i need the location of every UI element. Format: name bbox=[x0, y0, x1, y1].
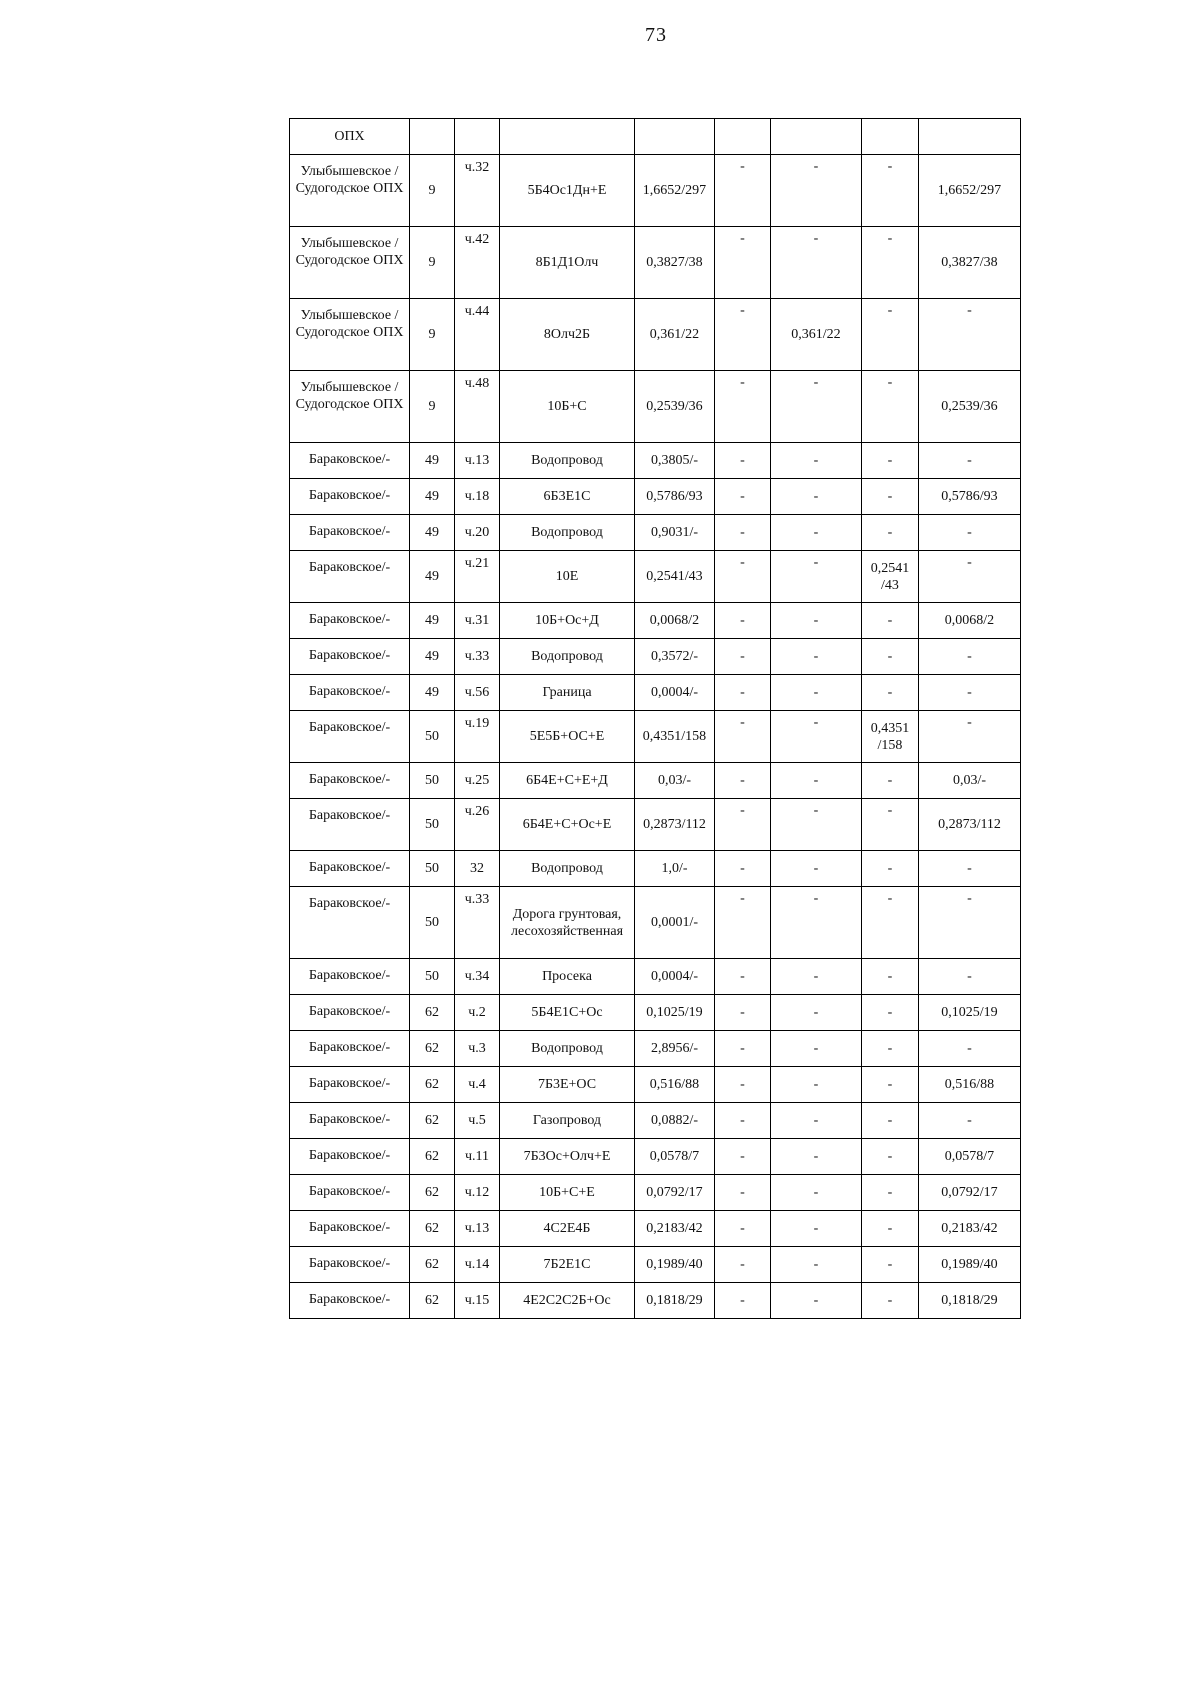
cell-composition: 8Б1Д1Олч bbox=[500, 227, 635, 299]
cell-col6: - bbox=[715, 1031, 771, 1067]
cell-area: 0,1989/40 bbox=[635, 1247, 715, 1283]
cell-area: 0,0068/2 bbox=[635, 603, 715, 639]
cell-composition: 5Б4Ос1Дн+Е bbox=[500, 155, 635, 227]
cell-district: Бараковское/- bbox=[290, 1211, 410, 1247]
cell-col6: - bbox=[715, 603, 771, 639]
cell-col9: 0,2183/42 bbox=[919, 1211, 1021, 1247]
cell-quarter: 49 bbox=[410, 639, 455, 675]
cell-col7: - bbox=[771, 1175, 862, 1211]
cell-col8: 0,2541 /43 bbox=[862, 551, 919, 603]
cell-col6: - bbox=[715, 1283, 771, 1319]
table-row bbox=[290, 799, 1021, 851]
cell-composition: Просека bbox=[500, 959, 635, 995]
cell-section: ч.18 bbox=[455, 479, 500, 515]
cell-district: Бараковское/- bbox=[290, 1175, 410, 1211]
cell-col8: - bbox=[862, 851, 919, 887]
cell-area: 0,361/22 bbox=[635, 299, 715, 371]
cell-section: ч.21 bbox=[455, 551, 500, 603]
cell-col8: - bbox=[862, 1067, 919, 1103]
cell-col9: - bbox=[919, 515, 1021, 551]
table-row bbox=[290, 1139, 1021, 1175]
cell-district: Бараковское/- bbox=[290, 851, 410, 887]
cell-quarter: 62 bbox=[410, 1283, 455, 1319]
cell-district: Бараковское/- bbox=[290, 1067, 410, 1103]
cell-section: ч.26 bbox=[455, 799, 500, 851]
cell-quarter: 9 bbox=[410, 371, 455, 443]
table-row bbox=[290, 1175, 1021, 1211]
cell-col6: - bbox=[715, 799, 771, 851]
cell-section: ч.56 bbox=[455, 675, 500, 711]
cell-col8: - bbox=[862, 603, 919, 639]
cell-col7 bbox=[771, 119, 862, 155]
table-row bbox=[290, 1031, 1021, 1067]
cell-quarter: 50 bbox=[410, 851, 455, 887]
cell-composition: 10Б+С bbox=[500, 371, 635, 443]
table-row bbox=[290, 155, 1021, 227]
cell-quarter: 49 bbox=[410, 479, 455, 515]
cell-composition: 8Олч2Б bbox=[500, 299, 635, 371]
cell-col9: - bbox=[919, 299, 1021, 371]
cell-col9: - bbox=[919, 639, 1021, 675]
cell-composition: 10Е bbox=[500, 551, 635, 603]
cell-col7: - bbox=[771, 1067, 862, 1103]
cell-col6: - bbox=[715, 551, 771, 603]
cell-col7: - bbox=[771, 479, 862, 515]
cell-section: ч.14 bbox=[455, 1247, 500, 1283]
cell-col7: - bbox=[771, 711, 862, 763]
cell-section: ч.31 bbox=[455, 603, 500, 639]
table-row bbox=[290, 1067, 1021, 1103]
cell-col9: - bbox=[919, 851, 1021, 887]
cell-col7: - bbox=[771, 443, 862, 479]
cell-col6: - bbox=[715, 1103, 771, 1139]
cell-area: 0,5786/93 bbox=[635, 479, 715, 515]
cell-area: 0,9031/- bbox=[635, 515, 715, 551]
cell-col7: - bbox=[771, 371, 862, 443]
cell-col6: - bbox=[715, 299, 771, 371]
cell-district: Бараковское/- bbox=[290, 1103, 410, 1139]
cell-col7: - bbox=[771, 995, 862, 1031]
cell-quarter bbox=[410, 119, 455, 155]
table-row bbox=[290, 887, 1021, 959]
cell-quarter: 49 bbox=[410, 443, 455, 479]
cell-area: 0,2541/43 bbox=[635, 551, 715, 603]
table-row bbox=[290, 995, 1021, 1031]
cell-section: ч.25 bbox=[455, 763, 500, 799]
cell-section: ч.13 bbox=[455, 1211, 500, 1247]
cell-col6: - bbox=[715, 639, 771, 675]
cell-col7: - bbox=[771, 1211, 862, 1247]
cell-col6: - bbox=[715, 851, 771, 887]
cell-district: Бараковское/- bbox=[290, 711, 410, 763]
cell-district: Бараковское/- bbox=[290, 443, 410, 479]
cell-area: 0,3805/- bbox=[635, 443, 715, 479]
cell-col9: 0,1025/19 bbox=[919, 995, 1021, 1031]
cell-section: ч.42 bbox=[455, 227, 500, 299]
cell-quarter: 49 bbox=[410, 675, 455, 711]
cell-area: 0,03/- bbox=[635, 763, 715, 799]
cell-col7: - bbox=[771, 675, 862, 711]
cell-district: Бараковское/- bbox=[290, 887, 410, 959]
cell-composition: 7Б2Е1С bbox=[500, 1247, 635, 1283]
cell-col9: - bbox=[919, 443, 1021, 479]
cell-col7: - bbox=[771, 763, 862, 799]
cell-col9 bbox=[919, 119, 1021, 155]
cell-district: Бараковское/- bbox=[290, 1139, 410, 1175]
cell-district: Бараковское/- bbox=[290, 995, 410, 1031]
cell-district: Бараковское/- bbox=[290, 959, 410, 995]
cell-col8: - bbox=[862, 299, 919, 371]
cell-col7: - bbox=[771, 1139, 862, 1175]
cell-col8: - bbox=[862, 639, 919, 675]
cell-section: ч.11 bbox=[455, 1139, 500, 1175]
cell-quarter: 9 bbox=[410, 227, 455, 299]
cell-area: 0,1818/29 bbox=[635, 1283, 715, 1319]
table-row bbox=[290, 479, 1021, 515]
cell-section: ч.4 bbox=[455, 1067, 500, 1103]
cell-area: 0,2539/36 bbox=[635, 371, 715, 443]
cell-area bbox=[635, 119, 715, 155]
table-row bbox=[290, 227, 1021, 299]
cell-section: ч.15 bbox=[455, 1283, 500, 1319]
cell-quarter: 50 bbox=[410, 887, 455, 959]
table-row bbox=[290, 443, 1021, 479]
cell-section: ч.33 bbox=[455, 887, 500, 959]
cell-col9: - bbox=[919, 1031, 1021, 1067]
cell-section: ч.13 bbox=[455, 443, 500, 479]
cell-col6: - bbox=[715, 479, 771, 515]
cell-col7: 0,361/22 bbox=[771, 299, 862, 371]
cell-composition: 5Е5Б+ОС+Е bbox=[500, 711, 635, 763]
cell-composition: 6Б4Е+С+Ос+Е bbox=[500, 799, 635, 851]
cell-district: Улыбышевское /Судогодское ОПХ bbox=[290, 371, 410, 443]
cell-composition: 4Е2С2С2Б+Ос bbox=[500, 1283, 635, 1319]
cell-section: 32 bbox=[455, 851, 500, 887]
cell-quarter: 62 bbox=[410, 1175, 455, 1211]
cell-section: ч.32 bbox=[455, 155, 500, 227]
cell-section: ч.34 bbox=[455, 959, 500, 995]
cell-section: ч.44 bbox=[455, 299, 500, 371]
cell-area: 2,8956/- bbox=[635, 1031, 715, 1067]
cell-composition: 7Б3Ос+Олч+Е bbox=[500, 1139, 635, 1175]
cell-col8: - bbox=[862, 887, 919, 959]
cell-quarter: 62 bbox=[410, 1139, 455, 1175]
cell-col9: 0,0792/17 bbox=[919, 1175, 1021, 1211]
cell-section: ч.3 bbox=[455, 1031, 500, 1067]
cell-col6: - bbox=[715, 959, 771, 995]
cell-composition: Водопровод bbox=[500, 515, 635, 551]
table-row bbox=[290, 639, 1021, 675]
cell-col7: - bbox=[771, 1031, 862, 1067]
cell-col9: - bbox=[919, 959, 1021, 995]
cell-composition: 4С2Е4Б bbox=[500, 1211, 635, 1247]
table-row bbox=[290, 711, 1021, 763]
cell-composition: Водопровод bbox=[500, 851, 635, 887]
cell-col8: - bbox=[862, 1103, 919, 1139]
cell-col8: - bbox=[862, 995, 919, 1031]
cell-section: ч.12 bbox=[455, 1175, 500, 1211]
cell-composition: Водопровод bbox=[500, 639, 635, 675]
cell-col7: - bbox=[771, 799, 862, 851]
cell-col7: - bbox=[771, 603, 862, 639]
cell-col8: - bbox=[862, 371, 919, 443]
cell-col8: - bbox=[862, 443, 919, 479]
cell-col9: 0,3827/38 bbox=[919, 227, 1021, 299]
cell-col7: - bbox=[771, 887, 862, 959]
cell-area: 0,516/88 bbox=[635, 1067, 715, 1103]
cell-col9: 0,2539/36 bbox=[919, 371, 1021, 443]
cell-quarter: 50 bbox=[410, 959, 455, 995]
page-number: 73 bbox=[645, 24, 667, 46]
cell-col9: - bbox=[919, 887, 1021, 959]
table-row bbox=[290, 959, 1021, 995]
cell-col6: - bbox=[715, 515, 771, 551]
cell-quarter: 62 bbox=[410, 1211, 455, 1247]
table-row bbox=[290, 1211, 1021, 1247]
land-plots-table bbox=[289, 118, 1021, 1319]
cell-section bbox=[455, 119, 500, 155]
cell-col7: - bbox=[771, 851, 862, 887]
cell-col6 bbox=[715, 119, 771, 155]
cell-section: ч.19 bbox=[455, 711, 500, 763]
cell-col6: - bbox=[715, 711, 771, 763]
table-row bbox=[290, 1283, 1021, 1319]
cell-col7: - bbox=[771, 227, 862, 299]
cell-col7: - bbox=[771, 959, 862, 995]
cell-quarter: 49 bbox=[410, 515, 455, 551]
cell-district: Бараковское/- bbox=[290, 1247, 410, 1283]
cell-area: 1,6652/297 bbox=[635, 155, 715, 227]
cell-composition: Водопровод bbox=[500, 443, 635, 479]
cell-composition: 10Б+Ос+Д bbox=[500, 603, 635, 639]
cell-quarter: 62 bbox=[410, 1031, 455, 1067]
cell-district: Улыбышевское /Судогодское ОПХ bbox=[290, 227, 410, 299]
cell-district: Бараковское/- bbox=[290, 551, 410, 603]
cell-district: Бараковское/- bbox=[290, 1283, 410, 1319]
cell-section: ч.48 bbox=[455, 371, 500, 443]
cell-area: 0,4351/158 bbox=[635, 711, 715, 763]
table-row bbox=[290, 1103, 1021, 1139]
cell-area: 0,0882/- bbox=[635, 1103, 715, 1139]
cell-composition bbox=[500, 119, 635, 155]
cell-col8: - bbox=[862, 799, 919, 851]
cell-quarter: 9 bbox=[410, 299, 455, 371]
cell-district: Улыбышевское /Судогодское ОПХ bbox=[290, 155, 410, 227]
table-row bbox=[290, 299, 1021, 371]
cell-col8: - bbox=[862, 675, 919, 711]
cell-col7: - bbox=[771, 639, 862, 675]
cell-area: 0,0004/- bbox=[635, 675, 715, 711]
table-body bbox=[290, 119, 1021, 1319]
cell-col8: - bbox=[862, 763, 919, 799]
cell-composition: Дорога грунтовая, лесохозяйственная bbox=[500, 887, 635, 959]
cell-col7: - bbox=[771, 1283, 862, 1319]
cell-district: Бараковское/- bbox=[290, 675, 410, 711]
cell-district: Бараковское/- bbox=[290, 603, 410, 639]
cell-col6: - bbox=[715, 1067, 771, 1103]
cell-col9: - bbox=[919, 711, 1021, 763]
cell-composition: 5Б4Е1С+Ос bbox=[500, 995, 635, 1031]
cell-district: Бараковское/- bbox=[290, 1031, 410, 1067]
cell-district: Бараковское/- bbox=[290, 639, 410, 675]
cell-composition: Граница bbox=[500, 675, 635, 711]
cell-quarter: 50 bbox=[410, 711, 455, 763]
cell-col8: - bbox=[862, 155, 919, 227]
cell-col6: - bbox=[715, 443, 771, 479]
cell-col9: 0,2873/112 bbox=[919, 799, 1021, 851]
cell-section: ч.5 bbox=[455, 1103, 500, 1139]
cell-composition: 7Б3Е+ОС bbox=[500, 1067, 635, 1103]
cell-col8: - bbox=[862, 1247, 919, 1283]
cell-area: 1,0/- bbox=[635, 851, 715, 887]
cell-section: ч.20 bbox=[455, 515, 500, 551]
cell-composition: Газопровод bbox=[500, 1103, 635, 1139]
cell-section: ч.33 bbox=[455, 639, 500, 675]
cell-area: 0,0001/- bbox=[635, 887, 715, 959]
table-row bbox=[290, 119, 1021, 155]
table-row bbox=[290, 371, 1021, 443]
cell-col8: - bbox=[862, 515, 919, 551]
cell-quarter: 9 bbox=[410, 155, 455, 227]
cell-quarter: 50 bbox=[410, 799, 455, 851]
cell-composition: 6Б4Е+С+Е+Д bbox=[500, 763, 635, 799]
table-row bbox=[290, 603, 1021, 639]
cell-col8: - bbox=[862, 1139, 919, 1175]
cell-col7: - bbox=[771, 1247, 862, 1283]
cell-col6: - bbox=[715, 371, 771, 443]
cell-col8: - bbox=[862, 1283, 919, 1319]
cell-col6: - bbox=[715, 1175, 771, 1211]
cell-col8: 0,4351 /158 bbox=[862, 711, 919, 763]
cell-area: 0,3827/38 bbox=[635, 227, 715, 299]
cell-col9: 0,516/88 bbox=[919, 1067, 1021, 1103]
cell-col8: - bbox=[862, 959, 919, 995]
cell-quarter: 50 bbox=[410, 763, 455, 799]
table-row bbox=[290, 1247, 1021, 1283]
cell-col9: 0,5786/93 bbox=[919, 479, 1021, 515]
cell-col7: - bbox=[771, 515, 862, 551]
cell-col8: - bbox=[862, 1031, 919, 1067]
cell-col6: - bbox=[715, 763, 771, 799]
cell-col9: 0,0578/7 bbox=[919, 1139, 1021, 1175]
cell-quarter: 49 bbox=[410, 603, 455, 639]
cell-col9: - bbox=[919, 551, 1021, 603]
cell-col9: 0,1989/40 bbox=[919, 1247, 1021, 1283]
cell-area: 0,0578/7 bbox=[635, 1139, 715, 1175]
cell-col9: - bbox=[919, 1103, 1021, 1139]
cell-col7: - bbox=[771, 551, 862, 603]
cell-col6: - bbox=[715, 887, 771, 959]
cell-area: 0,3572/- bbox=[635, 639, 715, 675]
cell-composition: 6Б3Е1С bbox=[500, 479, 635, 515]
cell-composition: 10Б+С+Е bbox=[500, 1175, 635, 1211]
cell-district: Бараковское/- bbox=[290, 763, 410, 799]
cell-quarter: 62 bbox=[410, 1103, 455, 1139]
cell-col8: - bbox=[862, 1211, 919, 1247]
cell-col9: 0,03/- bbox=[919, 763, 1021, 799]
cell-district: Бараковское/- bbox=[290, 479, 410, 515]
cell-composition: Водопровод bbox=[500, 1031, 635, 1067]
cell-area: 0,1025/19 bbox=[635, 995, 715, 1031]
cell-col7: - bbox=[771, 155, 862, 227]
cell-col6: - bbox=[715, 675, 771, 711]
cell-col9: 1,6652/297 bbox=[919, 155, 1021, 227]
cell-col6: - bbox=[715, 227, 771, 299]
table-row bbox=[290, 763, 1021, 799]
table-row bbox=[290, 675, 1021, 711]
cell-col8 bbox=[862, 119, 919, 155]
cell-quarter: 49 bbox=[410, 551, 455, 603]
cell-col8: - bbox=[862, 1175, 919, 1211]
cell-area: 0,0792/17 bbox=[635, 1175, 715, 1211]
table-row bbox=[290, 515, 1021, 551]
cell-col9: - bbox=[919, 675, 1021, 711]
cell-quarter: 62 bbox=[410, 995, 455, 1031]
table-row bbox=[290, 851, 1021, 887]
cell-col9: 0,0068/2 bbox=[919, 603, 1021, 639]
cell-quarter: 62 bbox=[410, 1247, 455, 1283]
table-row bbox=[290, 551, 1021, 603]
cell-col6: - bbox=[715, 1139, 771, 1175]
cell-section: ч.2 bbox=[455, 995, 500, 1031]
cell-col8: - bbox=[862, 227, 919, 299]
cell-area: 0,2873/112 bbox=[635, 799, 715, 851]
cell-area: 0,2183/42 bbox=[635, 1211, 715, 1247]
cell-district: Бараковское/- bbox=[290, 799, 410, 851]
cell-district: Бараковское/- bbox=[290, 515, 410, 551]
cell-col6: - bbox=[715, 995, 771, 1031]
cell-col7: - bbox=[771, 1103, 862, 1139]
cell-area: 0,0004/- bbox=[635, 959, 715, 995]
cell-col9: 0,1818/29 bbox=[919, 1283, 1021, 1319]
cell-col8: - bbox=[862, 479, 919, 515]
cell-district: Улыбышевское /Судогодское ОПХ bbox=[290, 299, 410, 371]
cell-quarter: 62 bbox=[410, 1067, 455, 1103]
cell-district: ОПХ bbox=[290, 119, 410, 155]
cell-col6: - bbox=[715, 1211, 771, 1247]
cell-col6: - bbox=[715, 155, 771, 227]
cell-col6: - bbox=[715, 1247, 771, 1283]
